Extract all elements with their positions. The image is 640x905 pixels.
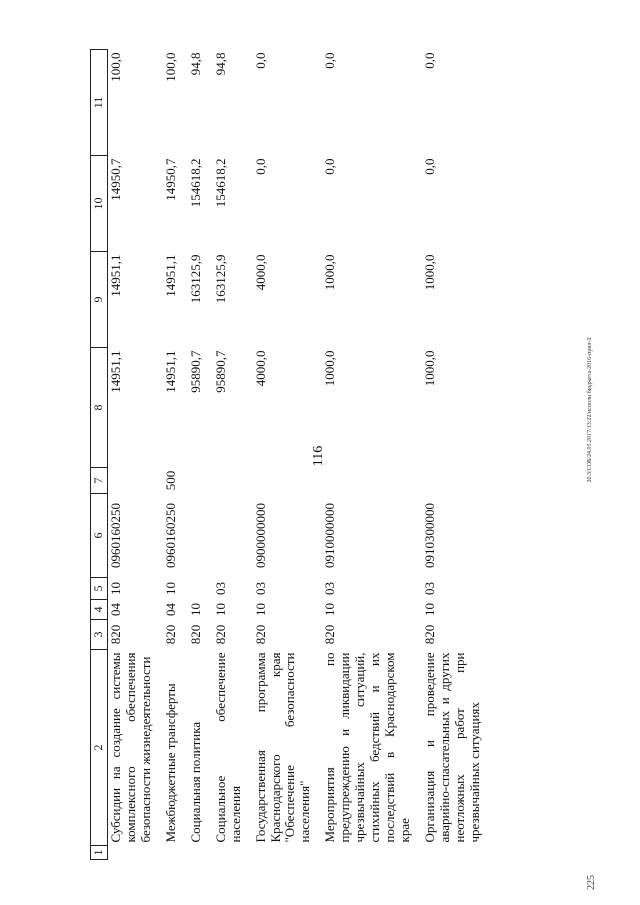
cell-c11: 0,0 xyxy=(421,52,437,69)
cell-c4: 04 xyxy=(108,603,123,616)
cell-c3: 820 xyxy=(212,624,228,645)
cell-c10: 0,0 xyxy=(322,158,338,175)
cell-c8: 95890,7 xyxy=(212,350,228,393)
cell-c8: 4000,0 xyxy=(252,350,268,387)
table-row xyxy=(253,50,315,860)
cell-c10: 14950,7 xyxy=(162,158,178,201)
cell-c9: 14951,1 xyxy=(108,254,123,297)
cell-c8: 14951,1 xyxy=(108,350,123,393)
cell-c10: 154618,2 xyxy=(187,158,203,208)
cell-c11: 100,0 xyxy=(108,52,123,82)
column-header: 1 xyxy=(91,846,108,860)
cell-c5: 03 xyxy=(322,582,338,595)
row-name: Социальное обеспечение населения xyxy=(212,652,243,843)
cell-c3: 820 xyxy=(421,624,437,645)
column-header: 2 xyxy=(91,650,108,846)
table-header-row xyxy=(91,50,108,860)
cell-c7 xyxy=(188,468,205,494)
cell-c9: 1000,0 xyxy=(421,254,437,291)
cell-c5: 03 xyxy=(212,582,228,595)
cell-c5: 03 xyxy=(421,582,437,595)
cell-c7 xyxy=(422,468,484,494)
cell-c9: 4000,0 xyxy=(252,254,268,291)
row-name: Социальная политика xyxy=(187,721,203,843)
row-name: Государственная программа Краснодарского края "Обеспечение безопасности населения" xyxy=(252,652,313,843)
column-header: 10 xyxy=(91,156,108,252)
cell-c6: 0910300000 xyxy=(421,503,437,568)
cell-c7 xyxy=(108,468,155,494)
table-row xyxy=(422,50,484,860)
cell-c5: 10 xyxy=(108,582,123,595)
cell-c9: 14951,1 xyxy=(162,254,178,297)
row-name: Мероприятия по предупреждению и ликвидации чрезвычайных ситуаций, стихийных бедствий и их последствий в Краснодарском крае xyxy=(322,652,412,843)
cell-c9: 163125,9 xyxy=(212,254,228,304)
cell-c3: 820 xyxy=(108,624,123,645)
cell-c6: 0960160250 xyxy=(162,503,178,568)
column-header: 3 xyxy=(91,620,108,650)
cell-c11: 100,0 xyxy=(162,52,178,82)
column-header: 11 xyxy=(91,50,108,156)
cell-c4: 10 xyxy=(322,603,338,616)
row-name: Межбюджетные трансферты xyxy=(162,683,178,843)
cell-c6 xyxy=(213,494,245,578)
column-header: 4 xyxy=(91,600,108,620)
cell-c11: 0,0 xyxy=(252,52,268,69)
cell-c6: 0910000000 xyxy=(322,503,338,568)
cell-c6: 0960160250 xyxy=(108,503,123,568)
cell-c4: 10 xyxy=(421,603,437,616)
cell-c4: 10 xyxy=(252,603,268,616)
cell-c6 xyxy=(188,494,205,578)
table-row xyxy=(163,50,180,860)
cell-c3: 820 xyxy=(322,624,338,645)
cell-c8: 95890,7 xyxy=(187,350,203,393)
cell-c11: 94,8 xyxy=(187,52,203,76)
cell-c5: 03 xyxy=(252,582,268,595)
cell-c3: 820 xyxy=(252,624,268,645)
cell-c4: 10 xyxy=(187,603,203,616)
cell-c8: 1000,0 xyxy=(421,350,437,387)
cell-c8: 1000,0 xyxy=(322,350,338,387)
cell-c3: 820 xyxy=(187,624,203,645)
cell-c11: 0,0 xyxy=(322,52,338,69)
cell-c7: 500 xyxy=(162,470,178,491)
cell-c7 xyxy=(322,468,414,494)
column-header: 9 xyxy=(91,252,108,348)
corner-number: 225 xyxy=(586,875,597,890)
table-row xyxy=(108,50,155,860)
budget-table xyxy=(90,49,484,860)
cell-c4: 04 xyxy=(162,603,178,616)
cell-c5 xyxy=(188,578,205,600)
cell-c10: 14950,7 xyxy=(108,158,123,201)
table-row xyxy=(322,50,414,860)
cell-c5: 10 xyxy=(162,582,178,595)
cell-c4: 10 xyxy=(212,603,228,616)
cell-c10: 154618,2 xyxy=(212,158,228,208)
cell-c10: 0,0 xyxy=(252,158,268,175)
cell-c7 xyxy=(253,468,315,494)
budget-table-sheet xyxy=(90,50,560,860)
column-header: 6 xyxy=(91,494,108,578)
column-header: 7 xyxy=(91,468,108,494)
cell-c10: 0,0 xyxy=(421,158,437,175)
cell-c8: 14951,1 xyxy=(162,350,178,393)
cell-c7 xyxy=(213,468,245,494)
cell-c11: 94,8 xyxy=(212,52,228,76)
row-name: Организация и проведение аварийно-спасательных и других неотложных работ при чрезвычайных ситуациях xyxy=(421,652,482,843)
footer-note: 20.3/СОБ/24.05.2017/13:22/исполн бюджета-2016-прил-2 xyxy=(587,337,593,483)
page-number: 116 xyxy=(311,445,327,467)
column-header: 5 xyxy=(91,578,108,600)
table-row xyxy=(213,50,245,860)
table-body xyxy=(108,50,484,860)
table-row xyxy=(188,50,205,860)
cell-c9: 1000,0 xyxy=(322,254,338,291)
column-header: 8 xyxy=(91,348,108,468)
cell-c9: 163125,9 xyxy=(187,254,203,304)
cell-c3: 820 xyxy=(162,624,178,645)
cell-c6: 0900000000 xyxy=(252,503,268,568)
row-name: Субсидии на создание системы комплексного обеспечения безопасности жизнедеятельности xyxy=(108,652,153,843)
